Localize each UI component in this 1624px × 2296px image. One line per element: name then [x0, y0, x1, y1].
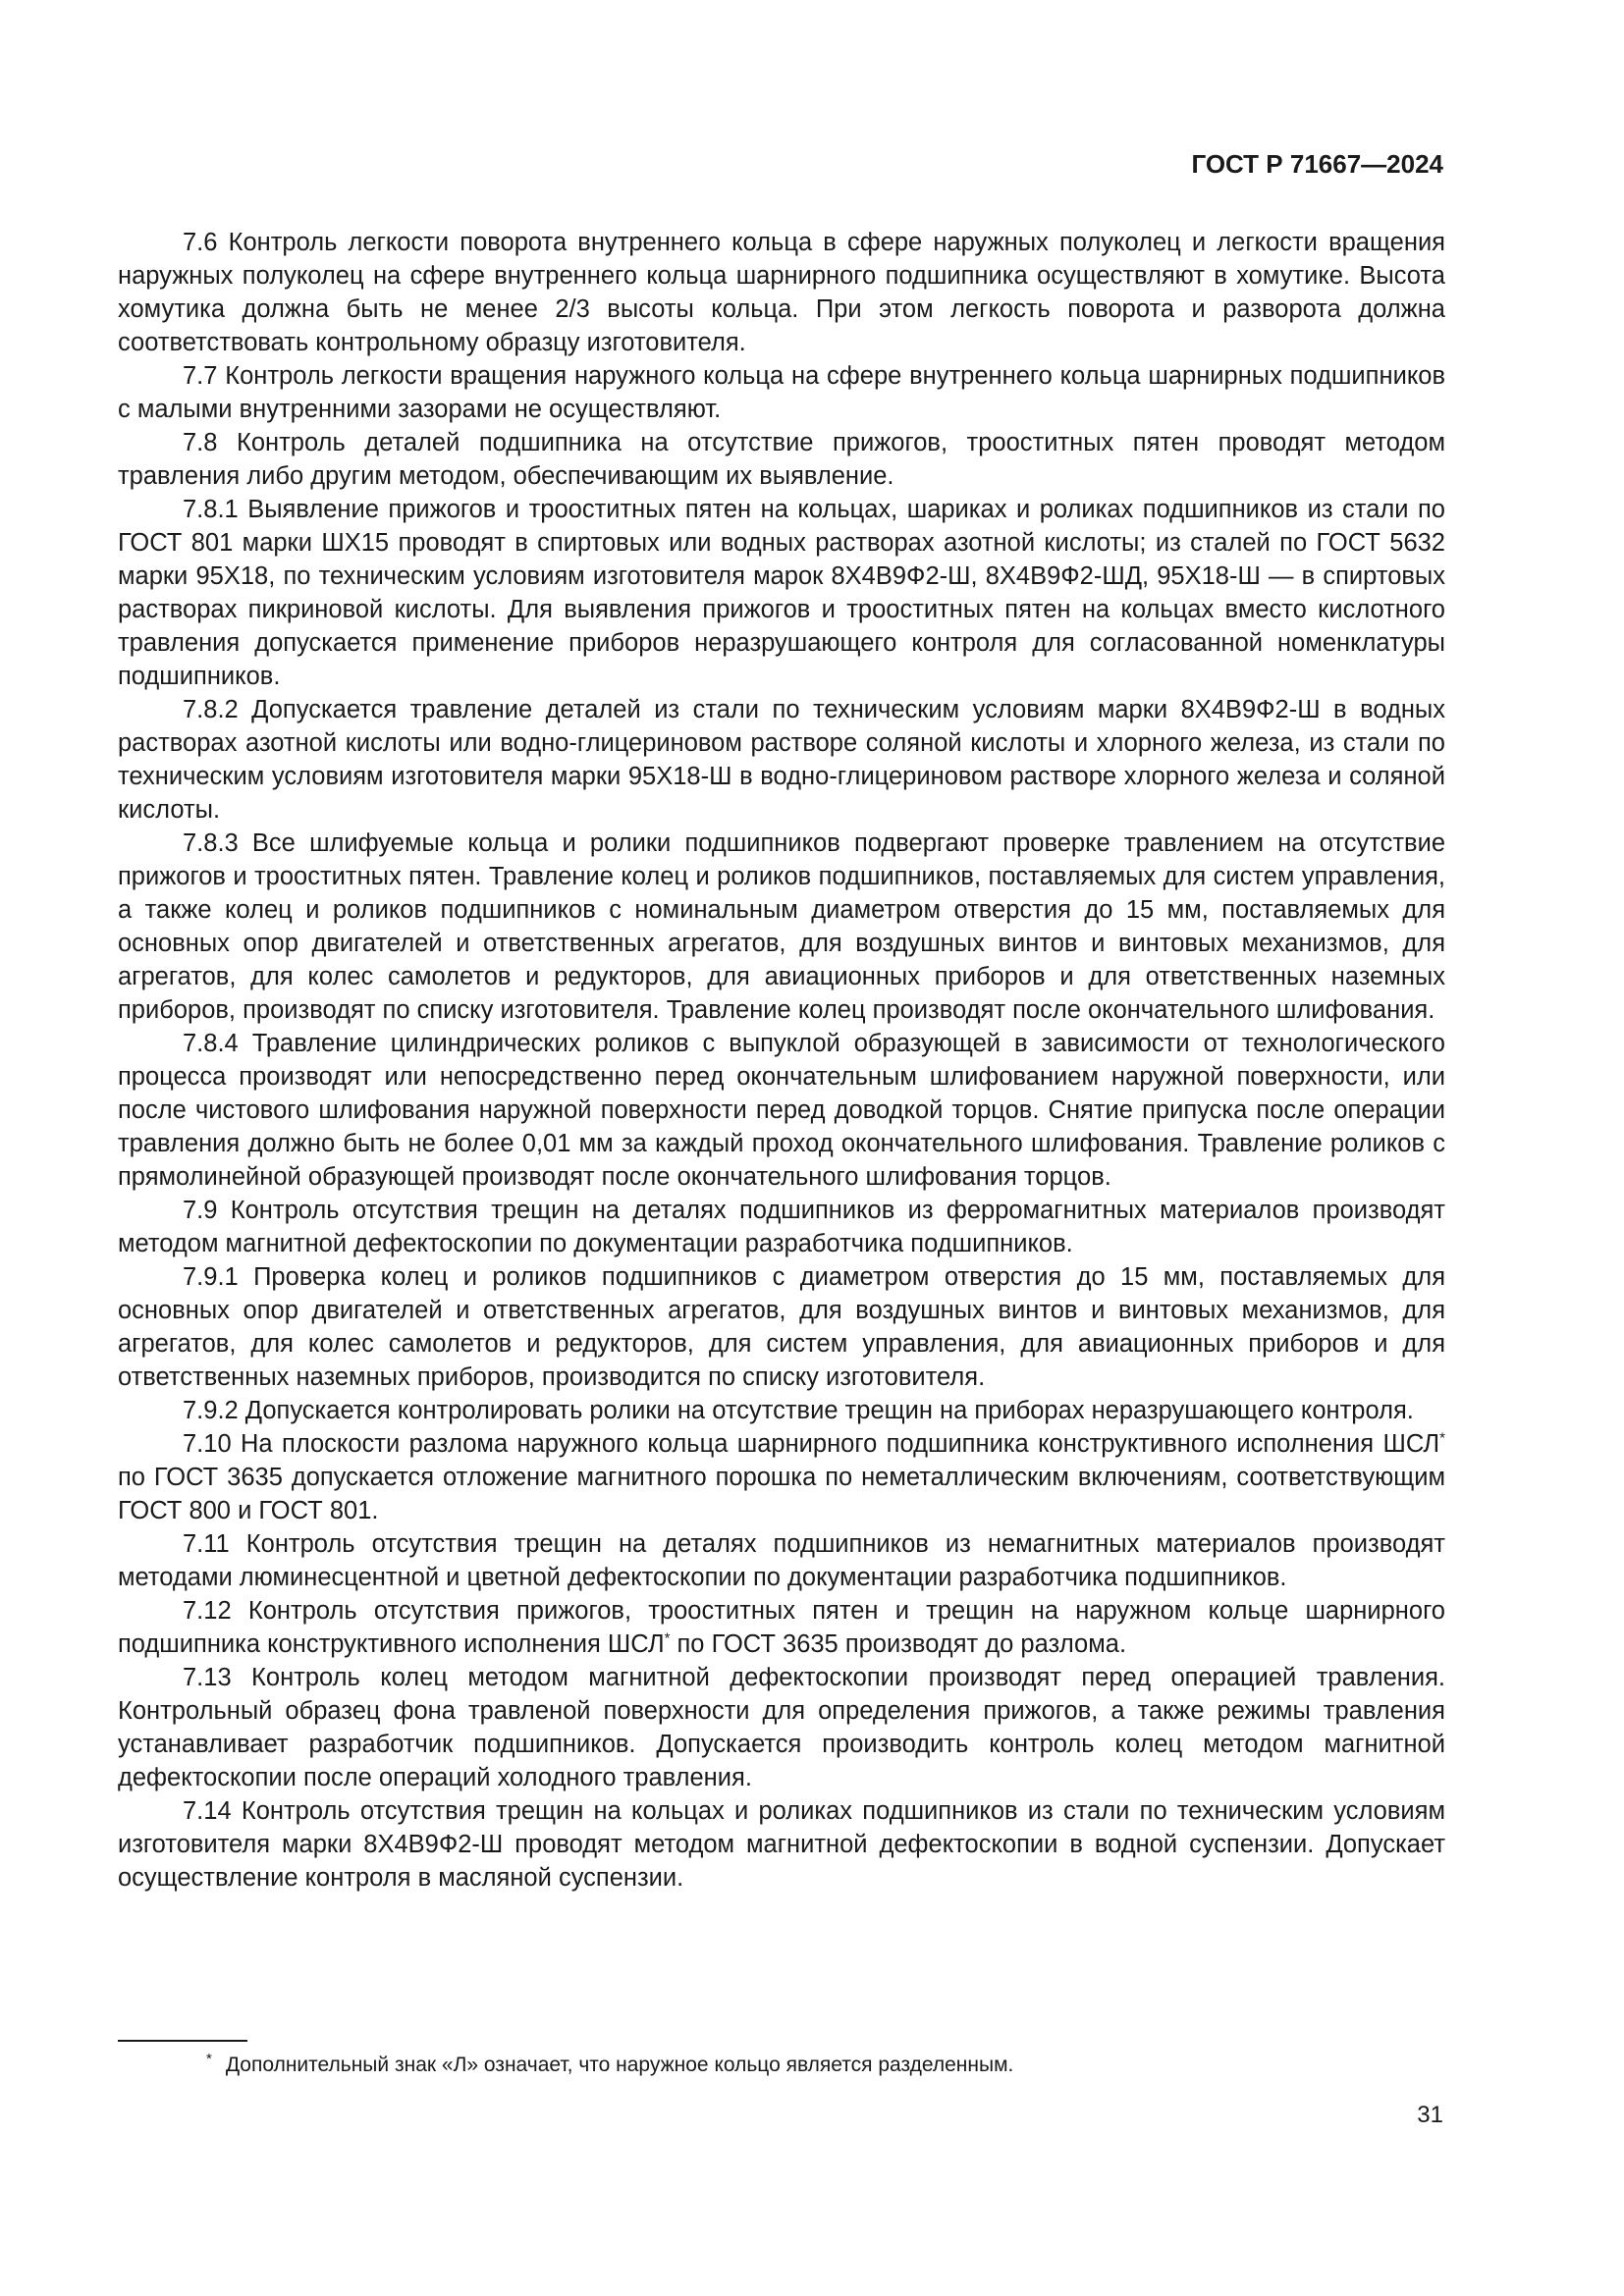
footnote-mark: *	[206, 2051, 212, 2067]
paragraph-7-8-4: 7.8.4 Травление цилиндрических роликов с выпуклой образующей в зависимости от технологического процесса производят или непосредственно перед окончательным шлифованием наружной поверхности, или после чистового шлифования наружной поверхности перед доводкой торцов. Снятие припуска после операции травления должно быть не более 0,01 мм за каждый проход окончательного шлифования. Травление роликов с прямолинейной образующей производят после окончательного шлифования торцов.	[118, 1030, 1445, 1191]
paragraph-7-10	[118, 1427, 1445, 1527]
paragraph-7-13: 7.13 Контроль колец методом магнитной дефектоскопии производят перед операцией травления. Контрольный образец фона травленой поверхности для определения прижогов, а также режимы травления устанавливает разработчик подшипников. Допускается производить контроль колец методом магнитной дефектоскопии после операций холодного травления.	[118, 1664, 1445, 1791]
paragraph-7-8-1: 7.8.1 Выявление прижогов и трооститных пятен на кольцах, шариках и роликах подшипников из стали по ГОСТ 801 марки ШХ15 проводят в спиртовых или водных растворах азотной кислоты; из сталей по ГОСТ 5632 марки 95Х18, по техническим условиям изготовителя марок 8Х4В9Ф2-Ш, 8Х4В9Ф2-ШД, 95Х18-Ш — в спиртовых растворах пикриновой кислоты. Для выявления прижогов и трооститных пятен на кольцах вместо кислотного травления допускается применение приборов неразрушающего контроля для согласованной номенклатуры подшипников.	[118, 496, 1445, 690]
footnote-reference: *	[1439, 1429, 1445, 1447]
document-body	[118, 226, 1445, 1895]
paragraph-7-6: 7.6 Контроль легкости поворота внутреннего кольца в сфере наружных полуколец и легкости вращения наружных полуколец на сфере внутреннего кольца шарнирного подшипника осуществляют в хомутике. Высота хомутика должна быть не менее 2/3 высоты кольца. При этом легкость поворота и разворота должна соответствовать контрольному образцу изготовителя.	[118, 229, 1445, 356]
paragraph-7-9-1: 7.9.1 Проверка колец и роликов подшипников с диаметром отверстия до 15 мм, поставляемых для основных опор двигателей и ответственных агрегатов, для воздушных винтов и винтовых механизмов, для агрегатов, для колес самолетов и редукторов, для систем управления, для авиационных приборов и для ответственных наземных приборов, производится по списку изготовителя.	[118, 1263, 1445, 1391]
paragraph-7-7: 7.7 Контроль легкости вращения наружного кольца на сфере внутреннего кольца шарнирных подшипников с малыми внутренними зазорами не осуществляют.	[118, 362, 1445, 423]
paragraph-7-10-part-1: 7.10 На плоскости разлома наружного кольца шарнирного подшипника конструктивного исполнения ШСЛ	[183, 1430, 1440, 1458]
paragraph-7-8-2: 7.8.2 Допускается травление деталей из стали по техническим условиям марки 8Х4В9Ф2-Ш в водных растворах азотной кислоты или водно-глицериновом растворе соляной кислоты и хлорного железа, из стали по техническим условиям изготовителя марки 95Х18-Ш в водно-глицериновом растворе хлорного железа и соляной кислоты.	[118, 696, 1445, 824]
paragraph-7-11: 7.11 Контроль отсутствия трещин на деталях подшипников из немагнитных материалов производят методами люминесцентной и цветной дефектоскопии по документации разработчика подшипников.	[118, 1530, 1445, 1591]
footnote-separator	[118, 2040, 247, 2042]
footnote-reference: *	[664, 1629, 671, 1647]
paragraph-7-8-3: 7.8.3 Все шлифуемые кольца и ролики подшипников подвергают проверке травлением на отсутствие прижогов и трооститных пятен. Травление колец и роликов подшипников, поставляемых для систем управления, а также колец и роликов подшипников с номинальным диаметром отверстия до 15 мм, поставляемых для основных опор двигателей и ответственных агрегатов, для воздушных винтов и винтовых механизмов, для агрегатов, для колес самолетов и редукторов, для авиационных приборов и для ответственных наземных приборов, производят по списку изготовителя. Травление колец производят после окончательного шлифования.	[118, 829, 1445, 1024]
paragraph-7-9-2: 7.9.2 Допускается контролировать ролики на отсутствие трещин на приборах неразрушающего контроля.	[183, 1397, 1414, 1424]
document-id-header: ГОСТ Р 71667—2024	[1191, 149, 1443, 179]
footnote	[206, 2052, 1013, 2079]
page-number: 31	[1417, 2102, 1443, 2128]
paragraph-7-9: 7.9 Контроль отсутствия трещин на деталях подшипников из ферромагнитных материалов производят методом магнитной дефектоскопии по документации разработчика подшипников.	[118, 1197, 1445, 1257]
paragraph-7-8: 7.8 Контроль деталей подшипника на отсутствие прижогов, трооститных пятен проводят методом травления либо другим методом, обеспечивающим их выявление.	[118, 429, 1445, 490]
paragraph-7-12	[118, 1594, 1445, 1661]
paragraph-7-12-part-2: по ГОСТ 3635 производят до разлома.	[670, 1630, 1127, 1658]
paragraph-7-14: 7.14 Контроль отсутствия трещин на кольцах и роликах подшипников из стали по техническим условиям изготовителя марки 8Х4В9Ф2-Ш проводят методом магнитной дефектоскопии в водной суспензии. Допускает осуществление контроля в масляной суспензии.	[118, 1797, 1445, 1892]
footnote-text: Дополнительный знак «Л» означает, что наружное кольцо является разделенным.	[225, 2054, 1014, 2076]
paragraph-7-10-part-2: по ГОСТ 3635 допускается отложение магнитного порошка по неметаллическим включениям, соответствующим ГОСТ 800 и ГОСТ 801.	[118, 1464, 1445, 1524]
paragraph-7-12-part-1: 7.12 Контроль отсутствия прижогов, трооститных пятен и трещин на наружном кольце шарнирного подшипника конструктивного исполнения ШСЛ	[118, 1597, 1445, 1658]
